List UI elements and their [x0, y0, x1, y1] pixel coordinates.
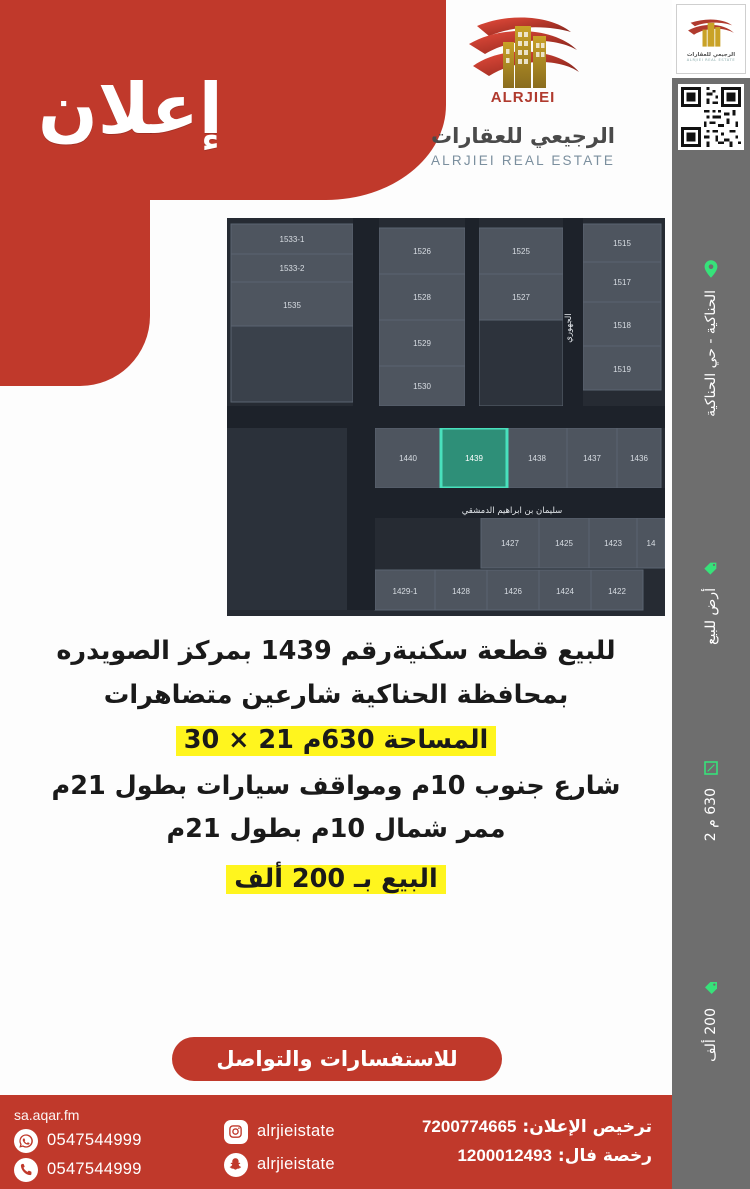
advert-license-row [422, 1117, 652, 1137]
svg-text:1438: 1438 [528, 454, 546, 463]
qr-code-svg [681, 87, 741, 147]
parcel-map-svg [227, 218, 665, 616]
svg-text:1517: 1517 [613, 278, 631, 287]
sidebar-item-price[interactable] [672, 980, 750, 1090]
ad-line-5: ممر شمال 10م بطول 21م [166, 814, 506, 844]
area-icon [703, 760, 719, 780]
sidebar-price-label: 200 ألف [703, 1008, 719, 1062]
brand-name-en: ALRJIEI REAL ESTATE [430, 153, 616, 168]
social-column [224, 1103, 414, 1179]
svg-text:1515: 1515 [613, 239, 631, 248]
svg-text:1533-1: 1533-1 [279, 235, 305, 244]
banner-title: إعلان [38, 68, 223, 150]
fal-license-label: رخصة فال: [557, 1145, 652, 1166]
advert-license-number: 7200774665 [421, 1116, 517, 1136]
sidebar-item-area[interactable] [672, 760, 750, 860]
svg-text:1436: 1436 [630, 454, 648, 463]
whatsapp-icon [14, 1129, 38, 1153]
svg-text:1525: 1525 [512, 247, 530, 256]
svg-text:1437: 1437 [583, 454, 601, 463]
parcel-map[interactable] [227, 218, 665, 616]
ad-line-6-price [10, 856, 662, 904]
footer-bar [0, 1095, 672, 1189]
right-sidebar [672, 0, 750, 1189]
street-label-horizontal: سليمان بن ابراهيم الدمشقي [461, 506, 563, 516]
snapchat-item[interactable] [224, 1153, 414, 1177]
svg-text:1423: 1423 [604, 539, 622, 548]
sidebar-logo-box [672, 0, 750, 78]
instagram-item[interactable] [224, 1120, 414, 1144]
qr-code[interactable] [678, 84, 744, 150]
ad-line-1: للبيع قطعة سكنية‌رقم 1439 بمركز الصويدره [56, 636, 616, 666]
svg-text:1425: 1425 [555, 539, 573, 548]
contact-button[interactable]: للاستفسارات والتواصل [172, 1037, 502, 1081]
sidebar-item-location[interactable] [672, 260, 750, 440]
ad-line-3-area [10, 717, 662, 765]
street-label-vertical: الجهوري [564, 313, 574, 343]
sidebar-brand-logo [676, 4, 746, 74]
building-logo-icon [459, 10, 587, 114]
location-pin-icon [704, 260, 718, 282]
price-highlight: البيع بـ 200 ألف [226, 865, 445, 895]
sidebar-location-label: الحناكية - حي الحناكية [703, 290, 719, 417]
svg-text:1422: 1422 [608, 587, 626, 596]
area-highlight: المساحة 630م 21 × 30 [176, 726, 497, 756]
svg-text:1519: 1519 [613, 365, 631, 374]
svg-text:1427: 1427 [501, 539, 519, 548]
ad-line-4: شارع جنوب 10م ومواقف سيارات بطول 21م [51, 770, 621, 801]
phone-number: 0547544999 [47, 1160, 142, 1178]
ad-line-2: بمحافظة الحناكية شارعين متضاهرات [103, 679, 569, 710]
fal-license-number: 1200012493 [457, 1145, 552, 1165]
instagram-icon [224, 1120, 248, 1144]
snapchat-handle: alrjieistate [256, 1155, 335, 1173]
whatsapp-number: 0547544999 [47, 1131, 142, 1149]
svg-text:1424: 1424 [556, 587, 574, 596]
svg-text:14: 14 [646, 539, 656, 548]
svg-text:1526: 1526 [413, 247, 431, 256]
phone-column [14, 1103, 216, 1179]
price-tag-icon [703, 980, 719, 1000]
sidebar-land-type-label: أرض للبيع [703, 588, 719, 645]
svg-text:1533-2: 1533-2 [279, 264, 305, 273]
sidebar-area-label: 630 م 2 [703, 788, 719, 842]
phone-item[interactable] [14, 1158, 142, 1182]
phone-icon [14, 1158, 38, 1182]
red-banner-tail-shape [0, 196, 150, 386]
svg-text:1530: 1530 [413, 382, 431, 391]
svg-text:1439: 1439 [465, 454, 483, 463]
svg-text:1529: 1529 [413, 339, 431, 348]
advert-text-block [10, 630, 662, 903]
svg-text:1535: 1535 [283, 301, 301, 310]
sidebar-brand-name-en: ALRJIEI REAL ESTATE [686, 58, 736, 62]
svg-text:1428: 1428 [452, 587, 470, 596]
svg-text:ALRJIEI: ALRJIEI [490, 89, 556, 106]
sidebar-brand-name-ar: الرجيعي للعقارات [686, 52, 736, 58]
sidebar-item-land-type[interactable] [672, 560, 750, 660]
land-tag-icon [703, 560, 719, 580]
fal-license-row [457, 1146, 652, 1166]
sidebar-building-logo-icon [683, 16, 739, 50]
brand-name-ar: الرجيعي للعقارات [431, 124, 615, 148]
svg-text:1528: 1528 [413, 293, 431, 302]
advert-license-label: ترخيص الإعلان: [522, 1116, 652, 1137]
website-text: sa.aqar.fm [14, 1106, 80, 1123]
instagram-handle: alrjieistate [256, 1122, 335, 1140]
svg-text:1518: 1518 [613, 321, 631, 330]
svg-text:1527: 1527 [512, 293, 530, 302]
svg-text:1440: 1440 [399, 454, 417, 463]
brand-logo-block [388, 10, 658, 168]
license-column [422, 1103, 656, 1179]
svg-text:1426: 1426 [504, 587, 522, 596]
whatsapp-item[interactable] [14, 1129, 142, 1153]
svg-text:1429-1: 1429-1 [392, 587, 418, 596]
snapchat-icon [224, 1153, 248, 1177]
